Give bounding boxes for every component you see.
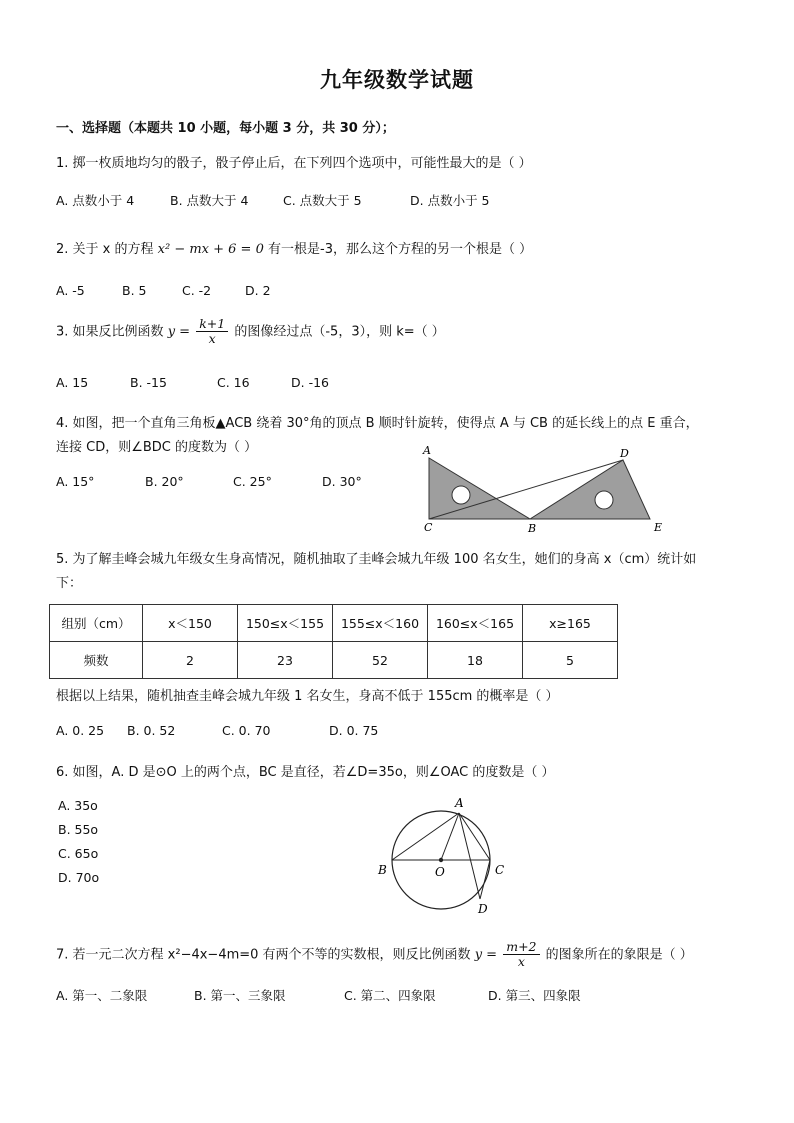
q4-option-d: D. 30°: [322, 474, 362, 489]
q4-option-b: B. 20°: [145, 474, 184, 489]
q7-prefix: 7. 若一元二次方程 x²−4x−4m=0 有两个不等的实数根，则反比例函数: [56, 947, 471, 963]
q5-option-d: D. 0. 75: [329, 723, 379, 738]
q7-option-a: A. 第一、二象限: [56, 988, 148, 1003]
triangle-acb: [429, 458, 530, 519]
triangle-hole-left: [452, 486, 470, 504]
q1-option-b: B. 点数大于 4: [170, 193, 249, 208]
q2-suffix: 有一根是-3，那么这个方程的另一个根是（ ）: [268, 242, 533, 257]
q4-rotated-triangles-figure: [415, 443, 675, 535]
q5-option-c: C. 0. 70: [222, 723, 271, 738]
q6-option-d: D. 70o: [58, 870, 100, 885]
q2-option-b: B. 5: [122, 283, 147, 298]
q3-denominator: x: [208, 331, 216, 347]
q7-fraction: [503, 940, 539, 970]
q2-option-d: D. 2: [245, 283, 271, 298]
q2-option-c: C. -2: [182, 283, 212, 298]
label-a: A: [423, 444, 431, 457]
center-point-o: [439, 858, 443, 862]
q1-option-a: A. 点数小于 4: [56, 193, 135, 208]
q5-option-b: B. 0. 52: [127, 723, 176, 738]
table-cell: 52: [333, 642, 428, 679]
table-cell: 2: [143, 642, 238, 679]
triangle-deb: [530, 460, 650, 519]
q3-prefix: 3. 如果反比例函数: [56, 324, 164, 340]
q7-suffix: 的图象所在的象限是（ ）: [545, 947, 693, 963]
table-cell: 频数: [50, 642, 143, 679]
q6-option-b: B. 55o: [58, 822, 99, 837]
q6-option-c: C. 65o: [58, 846, 99, 861]
table-cell: 150≤x＜155: [238, 605, 333, 642]
q2-equation: x² − mx + 6 = 0: [157, 242, 264, 257]
label-c: C: [495, 863, 505, 877]
table-header-row: [50, 605, 618, 642]
q1-option-c: C. 点数大于 5: [283, 193, 362, 208]
q1-option-d: D. 点数小于 5: [410, 193, 490, 208]
q7-option-b: B. 第一、三象限: [194, 988, 286, 1003]
question-7: [56, 940, 693, 970]
table-cell: x＜150: [143, 605, 238, 642]
q3-option-d: D. -16: [291, 375, 329, 390]
q7-option-c: C. 第二、四象限: [344, 988, 436, 1003]
label-d: D: [478, 902, 488, 916]
label-o: O: [435, 865, 445, 879]
table-cell: x≥165: [523, 605, 618, 642]
table-cell: 23: [238, 642, 333, 679]
segment-ao: [441, 813, 459, 860]
label-e: E: [654, 521, 663, 534]
label-b: B: [378, 863, 387, 877]
label-c: C: [424, 521, 433, 534]
question-3: [56, 317, 445, 347]
segment-ab: [392, 813, 459, 860]
question-1: 1. 掷一枚质地均匀的骰子，骰子停止后，在下列四个选项中，可能性最大的是（ ）: [56, 156, 532, 171]
q3-option-a: A. 15: [56, 375, 89, 390]
page-title: 九年级数学试题: [320, 68, 474, 92]
label-b: B: [528, 522, 537, 535]
q4-option-a: A. 15°: [56, 474, 95, 489]
table-cell: 5: [523, 642, 618, 679]
q3-suffix: 的图像经过点（-5，3），则 k=（ ）: [234, 324, 445, 340]
triangle-hole-right: [595, 491, 613, 509]
q6-circle-figure: [370, 792, 520, 922]
q7-option-d: D. 第三、四象限: [488, 988, 581, 1003]
q7-y-eq: y =: [474, 947, 498, 963]
table-row: [50, 642, 618, 679]
table-cell: 18: [428, 642, 523, 679]
table-cell: 160≤x＜165: [428, 605, 523, 642]
q2-prefix: 2. 关于 x 的方程: [56, 242, 154, 257]
segment-cd: [480, 860, 490, 899]
question-5-line-1: 5. 为了解圭峰会城九年级女生身高情况，随机抽取了圭峰会城九年级 100 名女生，她们的身高 x（cm）统计如: [56, 552, 697, 567]
q6-option-a: A. 35o: [58, 798, 98, 813]
q3-option-c: C. 16: [217, 375, 250, 390]
q7-numerator: m+2: [503, 940, 539, 955]
table-cell: 155≤x＜160: [333, 605, 428, 642]
q3-numerator: k+1: [196, 317, 228, 332]
q5-option-a: A. 0. 25: [56, 723, 105, 738]
table-cell: 组别（cm）: [50, 605, 143, 642]
question-6: 6. 如图，A. D 是⊙O 上的两个点，BC 是直径，若∠D=35o，则∠OAC 的度数是（ ）: [56, 765, 555, 780]
question-4-line-2: 连接 CD，则∠BDC 的度数为（ ）: [56, 440, 258, 455]
question-2: [56, 238, 532, 257]
q3-option-b: B. -15: [130, 375, 167, 390]
height-frequency-table: [49, 604, 618, 679]
question-5-line-2: 下：: [56, 576, 83, 591]
question-4-line-1: 4. 如图，把一个直角三角板▲ACB 绕着 30°角的顶点 B 顺时针旋转，使得点 A 与 CB 的延长线上的点 E 重合，: [56, 416, 699, 431]
q7-denominator: x: [517, 954, 525, 970]
q3-y-eq: y =: [167, 324, 191, 340]
label-d: D: [620, 447, 629, 460]
question-5-after-table: 根据以上结果，随机抽查圭峰会城九年级 1 名女生，身高不低于 155cm 的概率是（ ）: [56, 689, 559, 704]
segment-ac: [459, 813, 490, 860]
q2-option-a: A. -5: [56, 283, 85, 298]
label-a: A: [455, 796, 464, 810]
section-heading: 一、选择题（本题共 10 小题，每小题 3 分，共 30 分）；: [56, 121, 395, 136]
q3-fraction: [196, 317, 228, 347]
q4-option-c: C. 25°: [233, 474, 272, 489]
